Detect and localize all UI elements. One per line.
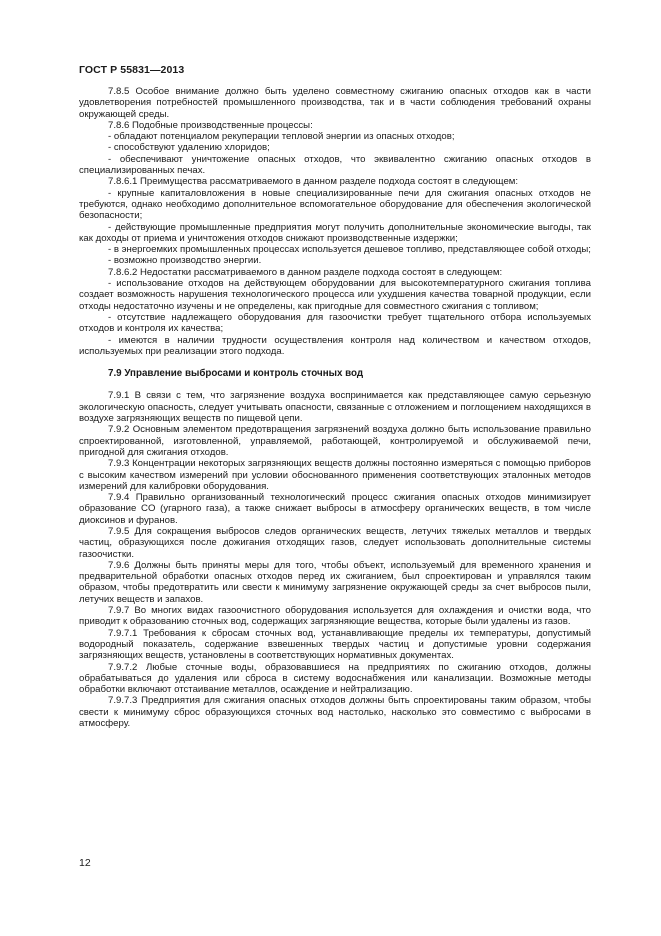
paragraph: 7.8.6.2 Недостатки рассматриваемого в данном разделе подхода состоят в следующем: [108,266,503,278]
paragraph: 7.9.7.1 Требования к сбросам сточных вод, устанавливающие пределы их температуры, допустимый водородный показатель, содержание взвешенных твердых частиц и допустимые уровни содержания загрязняющих веществ, установлены в соответствующих нормативных документах. [79,627,591,662]
paragraph: 7.9.7.3 Предприятия для сжигания опасных отходов должны быть спроектированы таким образом, чтобы свести к минимуму сброс образующихся сточных вод настолько, насколько это совместимо с выбросами в атмосферу. [79,695,591,730]
page-number: 12 [79,857,91,869]
section-heading: 7.9 Управление выбросами и контроль сточных вод [108,368,364,380]
paragraph: 7.9.3 Концентрации некоторых загрязняющих веществ должны постоянно измеряться с помощью приборов с высоким качеством измерений при условии обоснованного применения соответствующих эталонных методов измерений для калибровки оборудования. [79,458,591,492]
paragraph: - использование отходов на действующем оборудовании для высокотемпературного сжигания топлива создает возможность нарушения технологического процесса или ухудшения качества товарной продукции, если отходы недостаточно изучены и не определены, как пригодные для совместного сжигания с топливом; [79,278,591,312]
paragraph: - отсутствие надлежащего оборудования для газоочистки требует тщательного отбора используемых отходов и контроля их качества; [79,311,591,335]
paragraph: - крупные капиталовложения в новые специализированные печи для сжигания опасных отходов не требуются, однако необходимо дополнительное вспомогательное оборудование для обеспечения экологической безопасности; [79,187,591,222]
paragraph: - в энергоемких промышленных процессах используется дешевое топливо, представляющее собой отходы; [108,244,591,256]
paragraph: 7.9.4 Правильно организованный технологический процесс сжигания опасных отходов минимизирует образование CO (угарного газа), а также снижает выбросы в атмосферу органических веществ, в том числе диоксинов и фуранов. [79,492,591,526]
paragraph: 7.9.5 Для сокращения выбросов следов органических веществ, летучих тяжелых металлов и твердых частиц, образующихся после дожигания отходящих газов, следует использовать дополнительные системы газоочистки. [79,525,591,560]
document-body [79,86,591,729]
document-header: ГОСТ Р 55831—2013 [79,64,185,76]
paragraph: 7.8.6 Подобные производственные процессы: [108,119,313,131]
paragraph: 7.8.5 Особое внимание должно быть уделено совместному сжиганию опасных отходов как в части удовлетворения потребностей промышленного производства, так и в части соблюдения требований охраны окружающей среды. [79,86,591,120]
paragraph: 7.9.7.2 Любые сточные воды, образовавшиеся на предприятиях по сжиганию отходов, должны обрабатываться до удаления или сброса в систему водоснабжения или канализации. Возможные методы обработки включают отстаивание металлов, осаждение и нейтрализацию. [79,661,591,696]
paragraph: 7.9.7 Во многих видах газоочистного оборудования используется для охлаждения и очистки вода, что приводит к образованию сточных вод, содержащих загрязняющие вещества, которые были удалены из газов. [79,605,591,628]
paragraph: - возможно производство энергии. [108,255,262,267]
paragraph: - действующие промышленные предприятия могут получить дополнительные экономические выгоды, так как доходы от приема и уничтожения отходов снижают производственные издержки; [79,221,591,244]
paragraph: - обеспечивают уничтожение опасных отходов, что эквивалентно сжиганию опасных отходов в специализированных печах. [79,153,591,177]
paragraph: 7.9.2 Основным элементом предотвращения загрязнений воздуха должно быть использование правильно спроектированной, изготовленной, управляемой, работающей, контролируемой и обслуживаемой печи, пригодной для сжигания отходов. [79,424,591,458]
paragraph: - имеются в наличии трудности осуществления контроля над количеством и качеством отходов, используемых при реализации этого подхода. [79,334,591,357]
paragraph: 7.9.6 Должны быть приняты меры для того, чтобы объект, используемый для временного хранения и предварительной обработки опасных отходов перед их сжиганием, был спроектирован и управлялся таким образом, чтобы предотвратить или свести к минимуму загрязнение окружающей среды за счет выбросов пыли, летучих веществ и запахов. [79,559,591,605]
paragraph: 7.8.6.1 Преимущества рассматриваемого в данном разделе подхода состоят в следующем: [108,176,519,188]
paragraph: - обладают потенциалом рекуперации тепловой энергии из опасных отходов; [108,131,455,143]
paragraph: - способствуют удалению хлоридов; [108,142,270,154]
paragraph: 7.9.1 В связи с тем, что загрязнение воздуха воспринимается как представляющее самую серьезную экологическую опасность, следует учитывать опасности, связанные с отложением и поглощением находящихся в воздухе загрязняющих веществ по пищевой цепи. [79,390,591,425]
